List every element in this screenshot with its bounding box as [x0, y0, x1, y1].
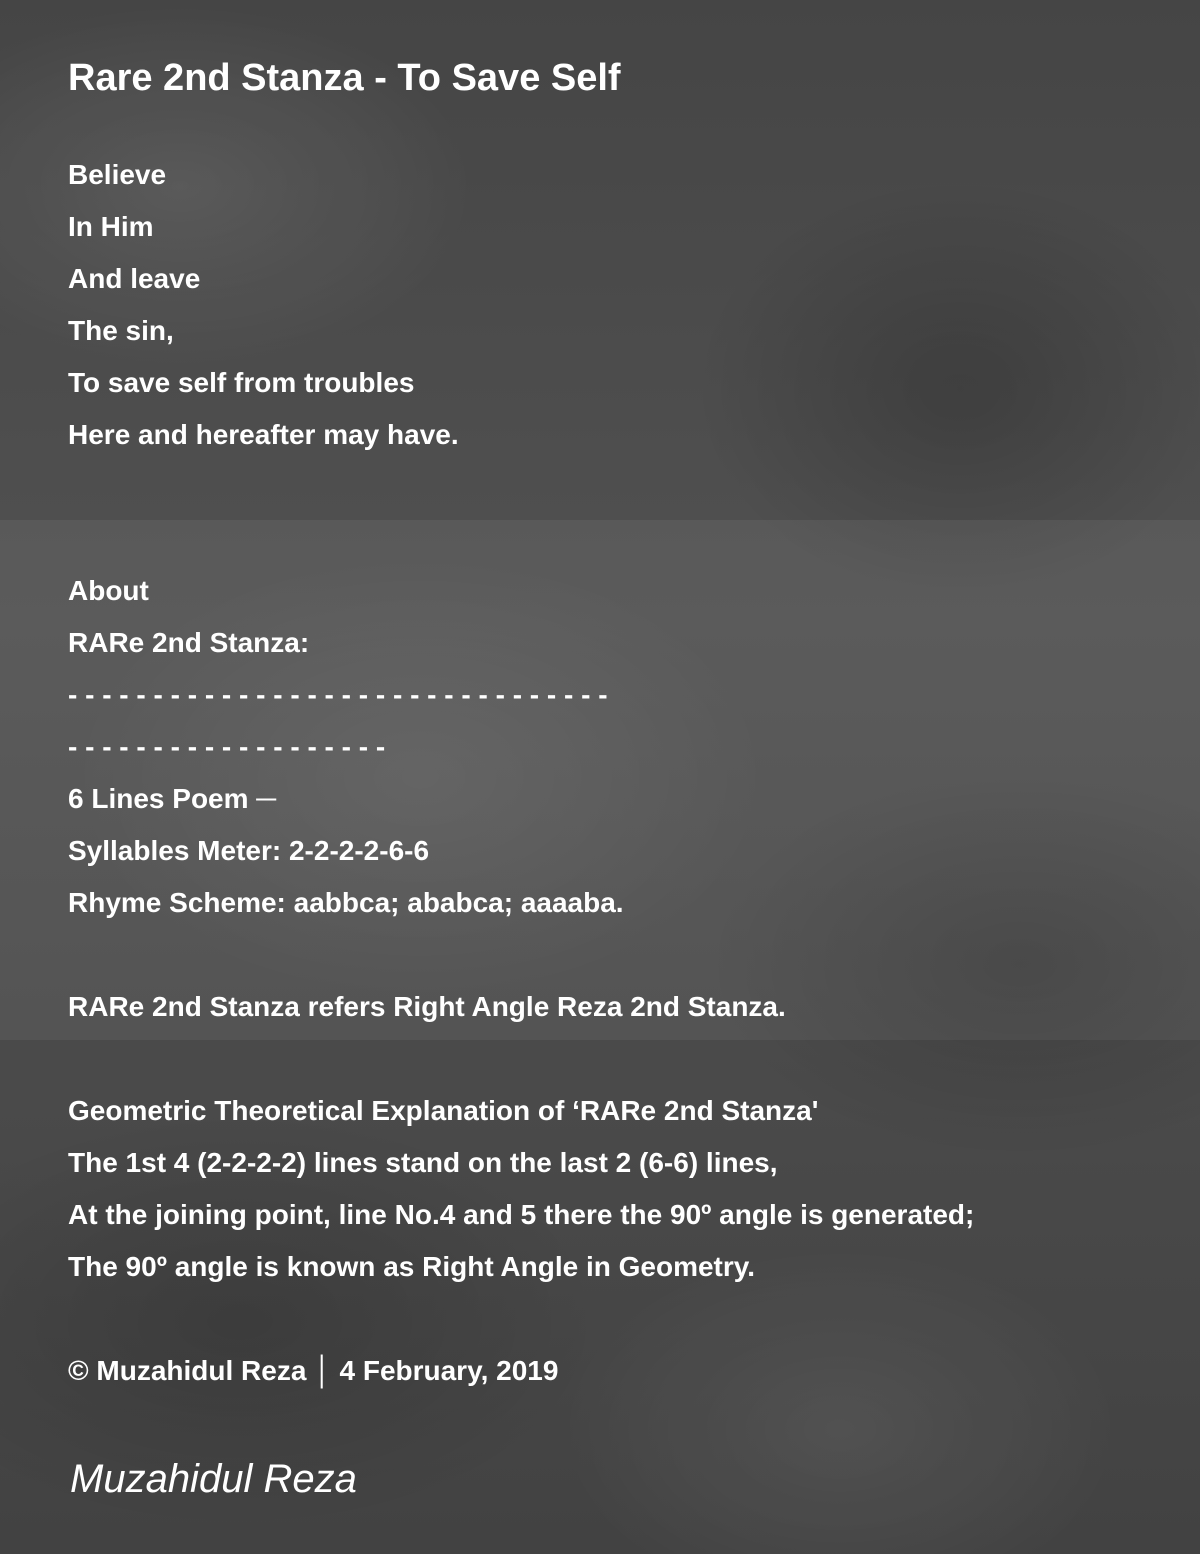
about-blank-line — [68, 929, 786, 981]
poem-line: In Him — [68, 211, 154, 242]
about-line: RARe 2nd Stanza: — [68, 627, 310, 658]
explanation-line: The 90º angle is known as Right Angle in Geometry. — [68, 1251, 756, 1282]
poem-line: And leave — [68, 263, 201, 294]
about-line: Rhyme Scheme: aabbca; ababca; aaaaba. — [68, 887, 624, 918]
poem-line: The sin, — [68, 315, 174, 346]
about-divider: - - - - - - - - - - - - - - - - - - - — [68, 731, 386, 762]
poem-body — [68, 149, 459, 461]
copyright-line: © Muzahidul Reza │ 4 February, 2019 — [68, 1355, 559, 1386]
poem-line: Believe — [68, 159, 167, 190]
poem-line: Here and hereafter may have. — [68, 419, 459, 450]
explanation-line: The 1st 4 (2-2-2-2) lines stand on the last 2 (6-6) lines, — [68, 1147, 778, 1178]
poem-title: Rare 2nd Stanza - To Save Self — [68, 57, 621, 99]
explanation-line: At the joining point, line No.4 and 5 there the 90º angle is generated; — [68, 1199, 975, 1230]
about-line: About — [68, 575, 149, 606]
about-line: 6 Lines Poem ─ — [68, 783, 277, 814]
credit-section — [68, 1345, 558, 1397]
explanation-section — [68, 1085, 974, 1293]
about-line: RARe 2nd Stanza refers Right Angle Reza 2nd Stanza. — [68, 991, 786, 1022]
about-line: Syllables Meter: 2-2-2-2-6-6 — [68, 835, 430, 866]
author-name: Muzahidul Reza — [70, 1457, 357, 1501]
poem-line: To save self from troubles — [68, 367, 415, 398]
about-section — [68, 565, 786, 1033]
explanation-line: Geometric Theoretical Explanation of ‘RARe 2nd Stanza' — [68, 1095, 819, 1126]
about-divider: - - - - - - - - - - - - - - - - - - - - - - - - - - - - - - - - — [68, 679, 608, 710]
